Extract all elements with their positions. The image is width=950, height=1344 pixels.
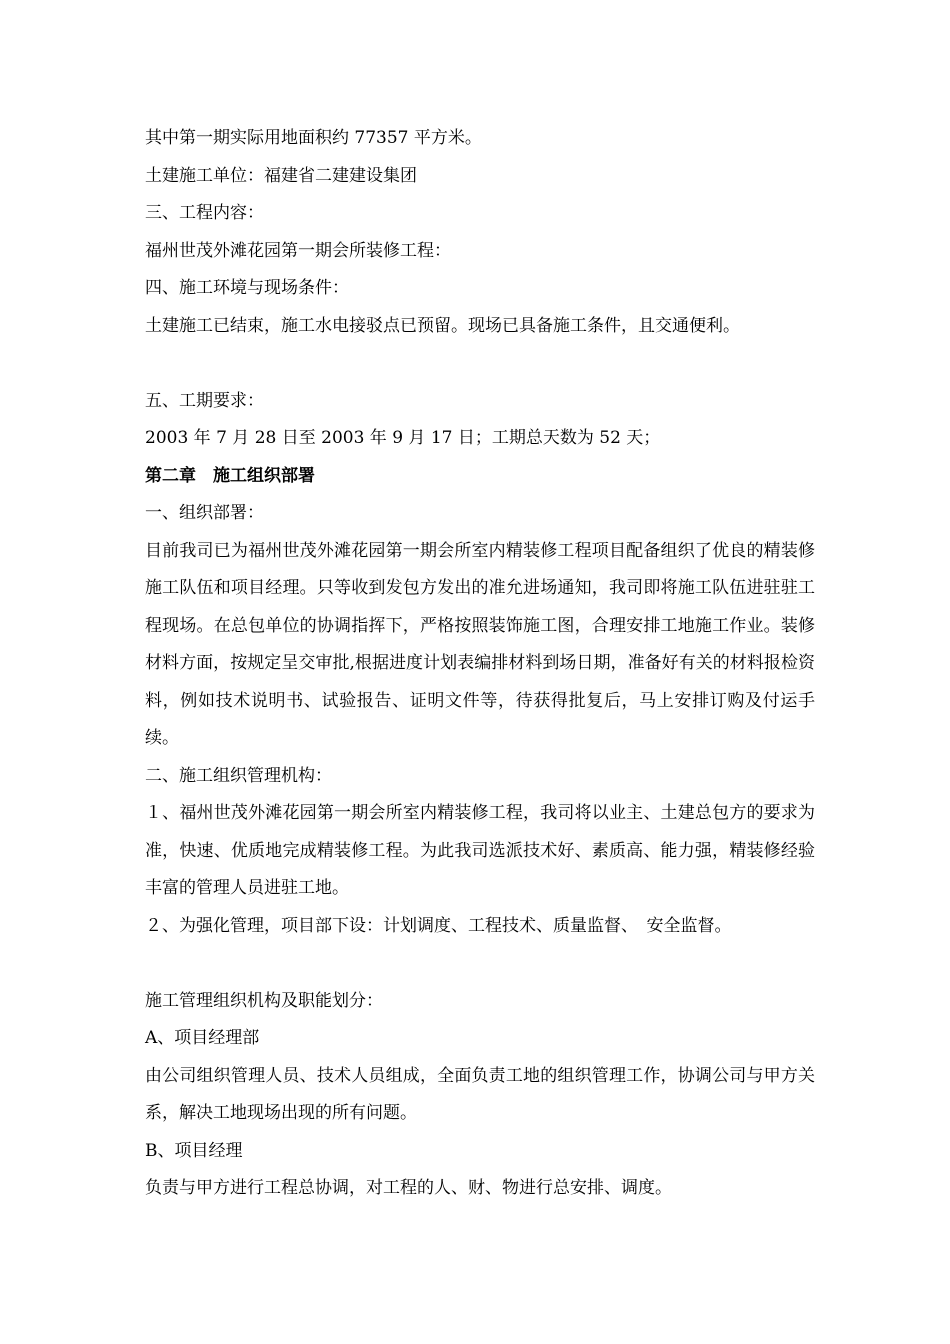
heading-organization: 一、组织部署： — [145, 503, 264, 523]
document-body — [145, 120, 815, 1208]
paragraph-organization: 目前我司已为福州世茂外滩花园第一期会所室内精装修工程项目配备组织了优良的精装修施工队伍和项目经理。只等收到发包方发出的准允进场通知，我司即将施工队伍进驻驻工程现场。在总包单位的协调指挥下，严格按照装饰施工图，合理安排工地施工作业。装修材料方面，按规定呈交审批,根据进度计划表编排材料到场日期，准备好有关的材料报检资料，例如技术说明书、试验报告、证明文件等，待获得批复后，马上安排订购及付运手续。 — [145, 540, 815, 748]
paragraph-construction-unit: 土建施工单位：福建省二建建设集团 — [145, 165, 417, 186]
blank-line — [145, 345, 815, 383]
paragraph-schedule: 2003 年 7 月 28 日至 2003 年 9 月 17 日；工期总天数为 52 天； — [145, 428, 661, 448]
paragraph-site-conditions: 土建施工已结束，施工水电接驳点已预留。现场已具备施工条件，且交通便利。 — [145, 315, 740, 336]
paragraph-item-1: １、福州世茂外滩花园第一期会所室内精装修工程，我司将以业主、土建总包方的要求为准，快速、优质地完成精装修工程。为此我司选派技术好、素质高、能力强，精装修经验丰富的管理人员进驻工地。 — [145, 803, 815, 898]
paragraph-land-area: 其中第一期实际用地面积约 77357 平方米。 — [145, 128, 482, 148]
heading-project-manager: B、项目经理 — [145, 1140, 243, 1161]
heading-management-structure: 二、施工组织管理机构： — [145, 765, 332, 786]
heading-project-dept: A、项目经理部 — [145, 1028, 260, 1048]
paragraph-item-2: ２、为强化管理，项目部下设：计划调度、工程技术、质量监督、 安全监督。 — [145, 915, 732, 936]
paragraph-project-dept: 由公司组织管理人员、技术人员组成，全面负责工地的组织管理工作，协调公司与甲方关系，解决工地现场出现的所有问题。 — [145, 1065, 815, 1123]
heading-site-conditions: 四、施工环境与现场条件： — [145, 278, 349, 298]
paragraph-project-content: 福州世茂外滩花园第一期会所装修工程： — [145, 240, 451, 261]
chapter-title: 第二章 施工组织部署 — [145, 465, 315, 486]
heading-functions: 施工管理组织机构及职能划分： — [145, 990, 383, 1011]
blank-line — [145, 945, 815, 983]
heading-schedule: 五、工期要求： — [145, 390, 264, 411]
paragraph-project-manager: 负责与甲方进行工程总协调，对工程的人、财、物进行总安排、调度。 — [145, 1178, 672, 1198]
heading-project-content: 三、工程内容： — [145, 203, 264, 223]
